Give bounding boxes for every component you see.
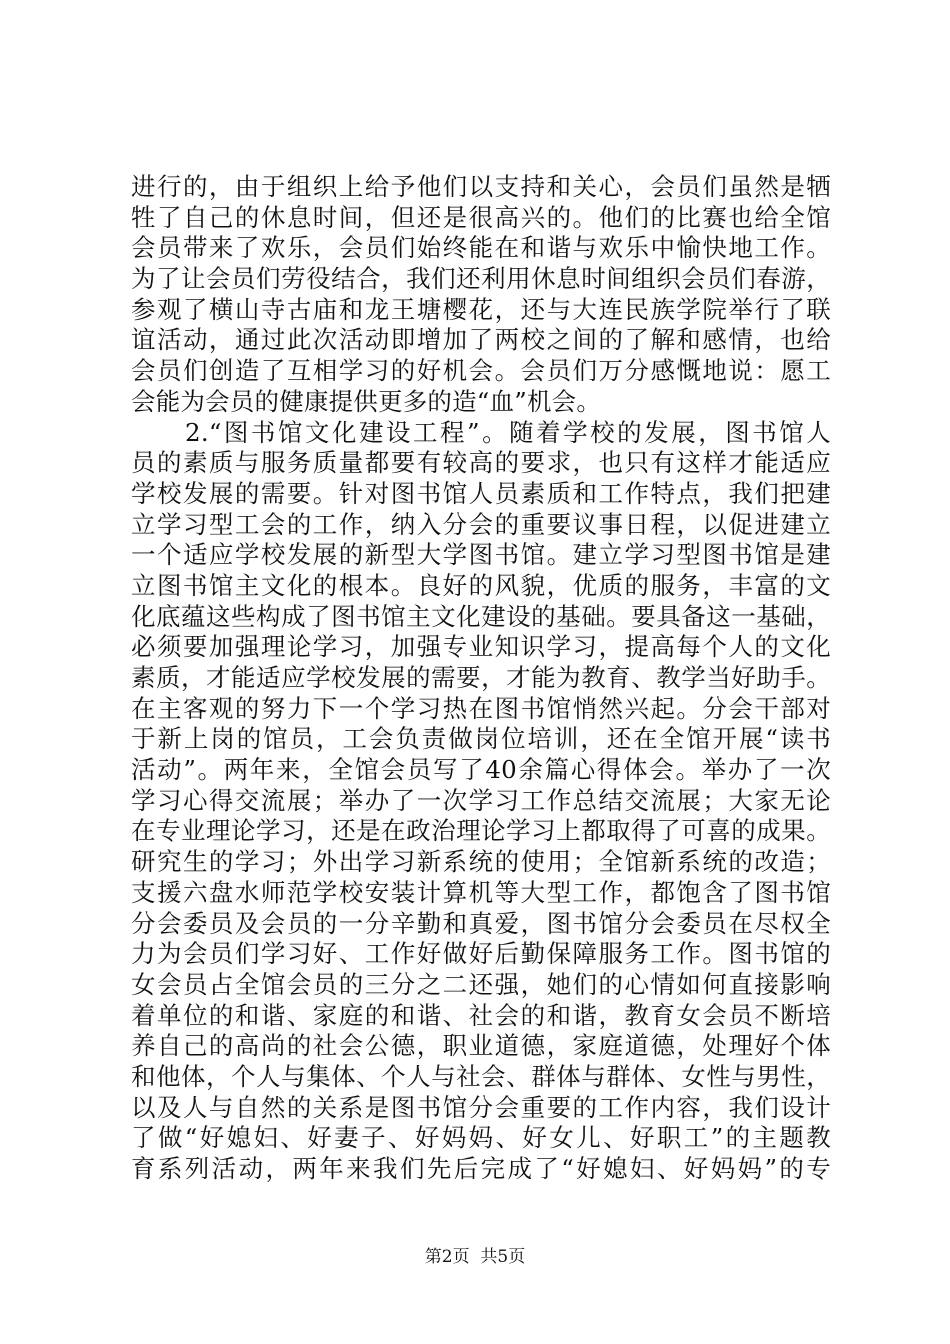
text-line: 于新上岗的馆员，工会负责做岗位培训，还在全馆开展“读书: [131, 724, 831, 754]
text-line: 一个适应学校发展的新型大学图书馆。建立学习型图书馆是建: [131, 540, 831, 570]
text-line: 会员带来了欢乐，会员们始终能在和谐与欢乐中愉快地工作。: [131, 233, 831, 263]
text-line: 养自己的高尚的社会公德，职业道德，家庭道德，处理好个体: [131, 1031, 831, 1061]
text-line: 学校发展的需要。针对图书馆人员素质和工作特点，我们把建: [131, 478, 831, 508]
text-line: 化底蕴这些构成了图书馆主文化建设的基础。要具备这一基础，: [131, 601, 831, 631]
text-line: 为了让会员们劳役结合，我们还利用休息时间组织会员们春游，: [131, 264, 831, 294]
text-line: 女会员占全馆会员的三分之二还强，她们的心情如何直接影响: [131, 969, 831, 999]
text-line: 牲了自己的休息时间，但还是很高兴的。他们的比赛也给全馆: [131, 202, 831, 232]
text-line: 分会委员及会员的一分辛勤和真爱，图书馆分会委员在尽权全: [131, 908, 831, 938]
text-line: 研究生的学习；外出学习新系统的使用；全馆新系统的改造；: [131, 847, 831, 877]
text-line: 必须要加强理论学习，加强专业知识学习，提高每个人的文化: [131, 632, 831, 662]
text-line: 了做“好媳妇、好妻子、好妈妈、好女儿、好职工”的主题教: [131, 1123, 831, 1153]
text-line: 育系列活动，两年来我们先后完成了“好媳妇、好妈妈”的专: [131, 1154, 831, 1183]
text-line: 立图书馆主文化的根本。良好的风貌，优质的服务，丰富的文: [131, 570, 831, 600]
page-footer: [0, 1246, 950, 1268]
text-line: 2.“图书馆文化建设工程”。随着学校的发展，图书馆人: [131, 417, 831, 447]
text-line: 和他体，个人与集体、个人与社会、群体与群体、女性与男性，: [131, 1061, 831, 1091]
text-line: 参观了横山寺古庙和龙王塘樱花，还与大连民族学院举行了联: [131, 294, 831, 324]
text-line: 员的素质与服务质量都要有较高的要求，也只有这样才能适应: [131, 448, 831, 478]
text-line: 以及人与自然的关系是图书馆分会重要的工作内容，我们设计: [131, 1092, 831, 1122]
body-text: [131, 172, 831, 1185]
text-line: 活动”。两年来，全馆会员写了40余篇心得体会。举办了一次: [131, 755, 831, 785]
text-line: 会员们创造了互相学习的好机会。会员们万分感慨地说：愿工: [131, 356, 831, 386]
text-line: 素质，才能适应学校发展的需要，才能为教育、教学当好助手。: [131, 663, 831, 692]
text-line: 力为会员们学习好、工作好做好后勤保障服务工作。图书馆的: [131, 939, 831, 969]
text-line: 在主客观的努力下一个学习热在图书馆悄然兴起。分会干部对: [131, 693, 831, 723]
text-line: 支援六盘水师范学校安装计算机等大型工作，都饱含了图书馆: [131, 877, 831, 907]
text-line: 着单位的和谐、家庭的和谐、社会的和谐，教育女会员不断培: [131, 1000, 831, 1030]
text-line: 进行的，由于组织上给予他们以支持和关心，会员们虽然是牺: [131, 172, 831, 201]
page-number: 第2页 共5页: [424, 1247, 526, 1267]
text-line: 学习心得交流展；举办了一次学习工作总结交流展；大家无论: [131, 785, 831, 815]
text-line: 立学习型工会的工作，纳入分会的重要议事日程，以促进建立: [131, 509, 831, 539]
text-line: 会能为会员的健康提供更多的造“血”机会。: [131, 386, 602, 416]
text-line: 在专业理论学习，还是在政治理论学习上都取得了可喜的成果。: [131, 816, 831, 846]
text-line: 谊活动，通过此次活动即增加了两校之间的了解和感情，也给: [131, 325, 831, 355]
